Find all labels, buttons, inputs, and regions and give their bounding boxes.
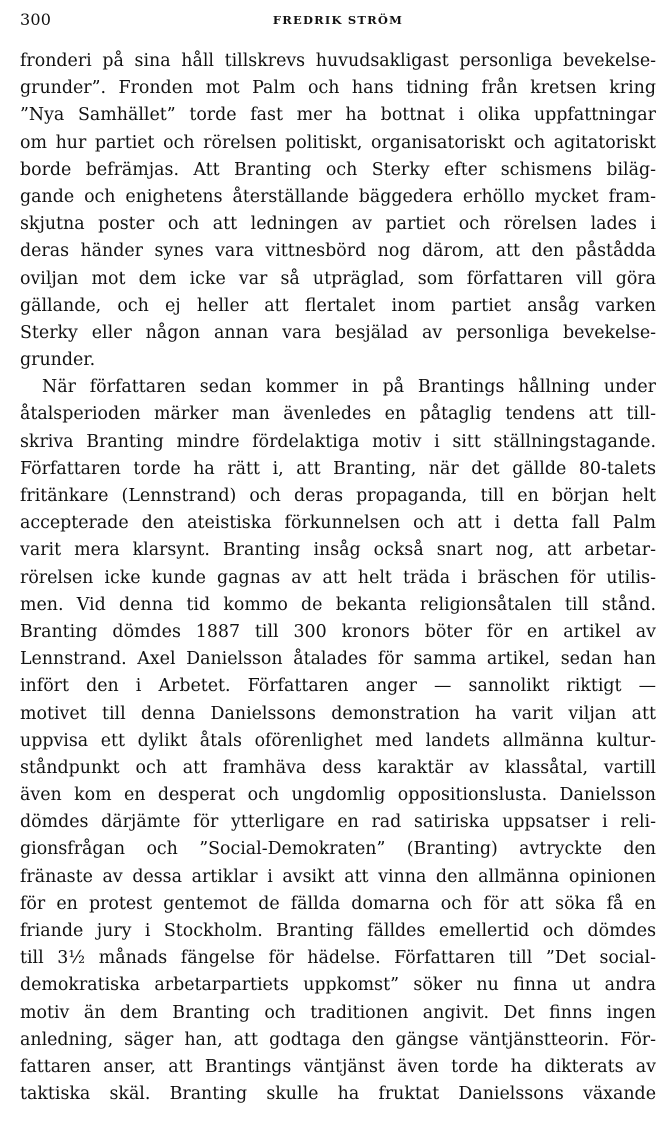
- text-line: gällande, och ej heller att flertalet inom partiet ansåg varken: [20, 295, 656, 316]
- text-line: deras händer synes vara vittnesbörd nog därom, att den påstådda: [20, 241, 656, 262]
- text-line: motiv än dem Branting och traditionen angivit. Det finns ingen: [20, 1002, 656, 1023]
- text-line: men. Vid denna tid kommo de bekanta religionsåtalen till stånd.: [20, 594, 656, 615]
- paragraph: [20, 48, 656, 374]
- text-line: till 3½ månads fängelse för hädelse. Författaren till ”Det social-: [20, 948, 656, 969]
- text-line: gionsfrågan och ”Social-Demokraten” (Branting) avtryckte den: [20, 839, 656, 860]
- text-line: motivet till denna Danielssons demonstration ha varit viljan att: [20, 703, 656, 724]
- text-line: accepterade den ateistiska förkunnelsen och att i detta fall Palm: [20, 513, 656, 534]
- text-line: oviljan mot dem icke var så utpräglad, som författaren vill göra: [20, 268, 656, 289]
- page-number: 300: [20, 10, 52, 29]
- text-line: skjutna poster och att ledningen av partiet och rörelsen lades i: [20, 214, 656, 235]
- text-line: gande och enighetens återställande bäggedera erhöllo mycket fram-: [20, 186, 656, 207]
- text-line: uppvisa ett dylikt åtals oförenlighet med landets allmänna kultur-: [20, 730, 656, 751]
- text-line: rörelsen icke kunde gagnas av att helt träda i bräschen för utilis-: [20, 567, 656, 588]
- page-header: [20, 10, 656, 34]
- text-line: för en protest gentemot de fällda domarna och för att söka få en: [20, 893, 656, 914]
- text-line: fronderi på sina håll tillskrevs huvudsakligast personliga bevekelse-: [20, 51, 656, 71]
- text-line: ”Nya Samhället” torde fast mer ha bottnat i olika uppfattningar: [20, 105, 656, 126]
- text-line: fritänkare (Lennstrand) och deras propaganda, till en början helt: [20, 486, 656, 506]
- text-line: varit mera klarsynt. Branting insåg också snart nog, att arbetar-: [20, 540, 656, 561]
- text-line: När författaren sedan kommer in på Brantings hållning under: [42, 377, 656, 398]
- text-line: demokratiska arbetarpartiets uppkomst” söker nu finna ut andra: [20, 975, 656, 996]
- text-line: Sterky eller någon annan vara besjälad av personliga bevekelse-: [20, 322, 656, 343]
- text-line: Författaren torde ha rätt i, att Branting, när det gällde 80-talets: [20, 458, 656, 479]
- text-line: borde befrämjas. Att Branting och Sterky efter schismens biläg-: [20, 159, 656, 180]
- text-line: grunder”. Fronden mot Palm och hans tidning från kretsen kring: [20, 78, 656, 99]
- text-line: grunder.: [20, 350, 96, 371]
- text-line: friande jury i Stockholm. Branting fälldes emellertid och dömdes: [20, 921, 656, 941]
- text-line: ståndpunkt och att framhäva dess karaktär av klassåtal, vartill: [20, 757, 656, 778]
- text-line: dömdes därjämte för ytterligare en rad satiriska uppsatser i reli-: [20, 812, 656, 833]
- text-line: fränaste av dessa artiklar i avsikt att vinna den allmänna opinionen: [20, 866, 656, 887]
- paragraph: [20, 374, 656, 1108]
- text-line: åtalsperioden märker man ävenledes en påtaglig tendens att till-: [20, 404, 656, 425]
- running-head: FREDRIK STRÖM: [272, 13, 404, 27]
- text-line: infört den i Arbetet. Författaren anger — sannolikt riktigt —: [20, 676, 656, 697]
- text-line: skriva Branting mindre fördelaktiga motiv i sitt ställningstagande.: [20, 431, 656, 452]
- text-line: fattaren anser, att Brantings väntjänst även torde ha dikterats av: [20, 1056, 656, 1077]
- text-line: om hur partiet och rörelsen politiskt, organisatoriskt och agitatoriskt: [20, 132, 656, 153]
- text-line: Lennstrand. Axel Danielsson åtalades för samma artikel, sedan han: [20, 649, 656, 670]
- body-text: [20, 48, 656, 1108]
- text-line: även kom en desperat och ungdomlig oppositionslusta. Danielsson: [20, 785, 656, 806]
- text-line: Branting dömdes 1887 till 300 kronors böter för en artikel av: [20, 621, 656, 642]
- text-line: anledning, säger han, att godtaga den gängse väntjänstteorin. För-: [20, 1029, 656, 1050]
- text-line: taktiska skäl. Branting skulle ha fruktat Danielssons växande: [20, 1084, 656, 1105]
